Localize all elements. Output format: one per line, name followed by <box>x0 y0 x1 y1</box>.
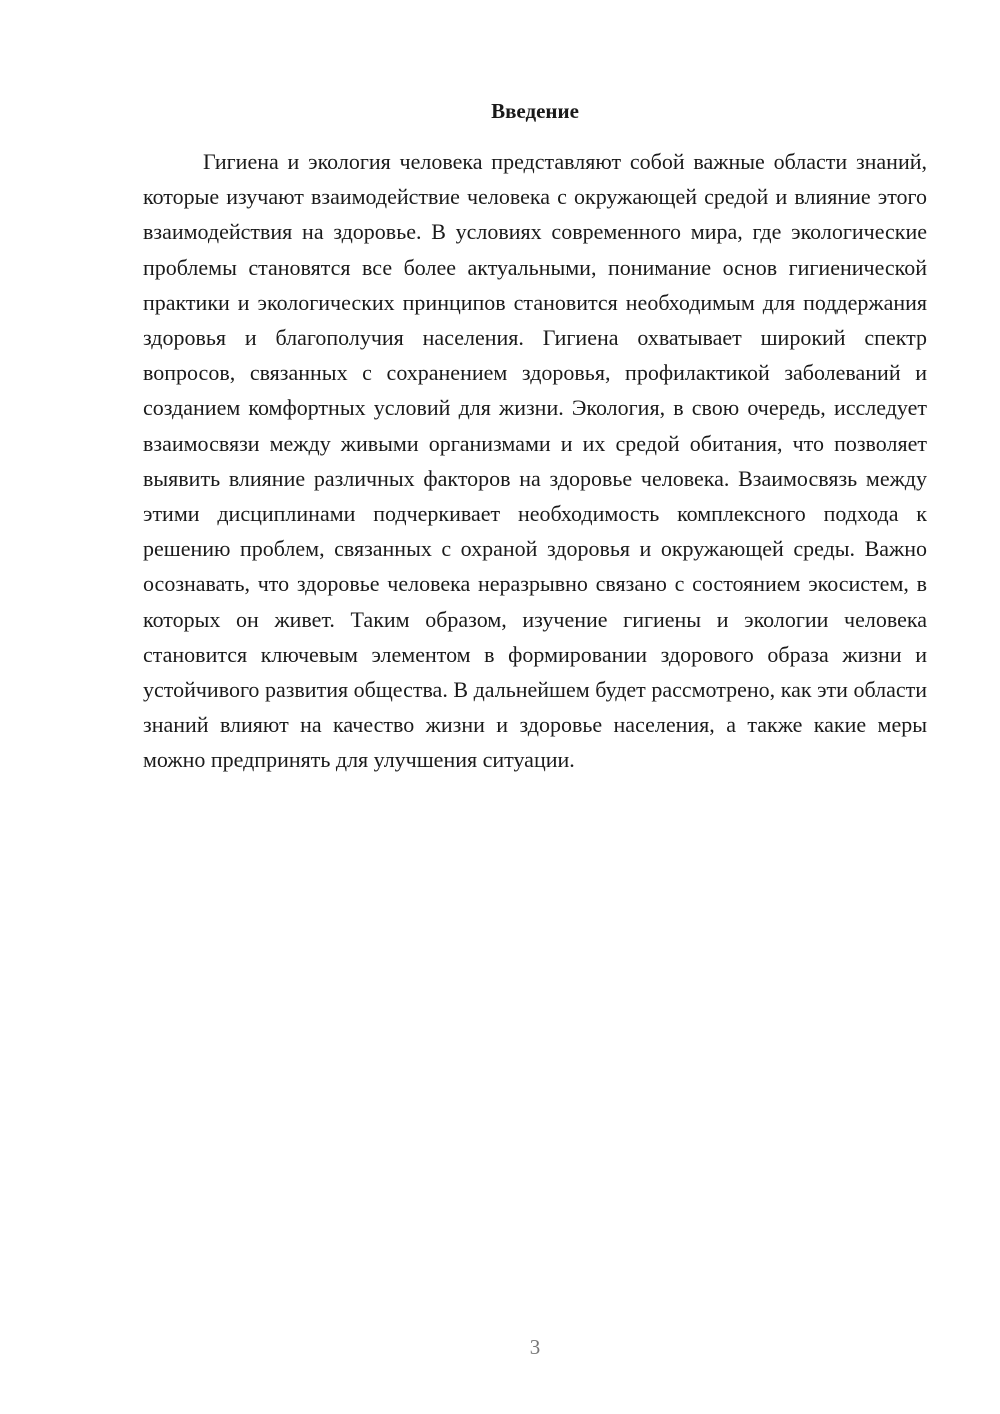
page-number: 3 <box>529 1335 541 1359</box>
section-heading: Введение <box>491 99 579 123</box>
intro-paragraph: Гигиена и экология человека представляют собой важные области знаний, которые изучают взаимодействие человека с окружающей средой и влияние этого взаимодействия на здоровье. В условиях современного мира, где экологические проблемы становятся все более актуальными, понимание основ гигиенической практики и экологических принципов становится необходимым для поддержания здоровья и благополучия населения. Гигиена охватывает широкий спектр вопросов, связанных с сохранением здоровья, профилактикой заболеваний и созданием комфортных условий для жизни. Экология, в свою очередь, исследует взаимосвязи между живыми организмами и их средой обитания, что позволяет выявить влияние различных факторов на здоровье человека. Взаимосвязь между этими дисциплинами подчеркивает необходимость комплексного подхода к решению проблем, связанных с охраной здоровья и окружающей среды. Важно осознавать, что здоровье человека неразрывно связано с состоянием экосистем, в которых он живет. Таким образом, изучение гигиены и экологии человека становится ключевым элементом в формировании здорового образа жизни и устойчивого развития общества. В дальнейшем будет рассмотрено, как эти области знаний влияют на качество жизни и здоровье населения, а также какие меры можно предпринять для улучшения ситуации. <box>143 149 927 773</box>
